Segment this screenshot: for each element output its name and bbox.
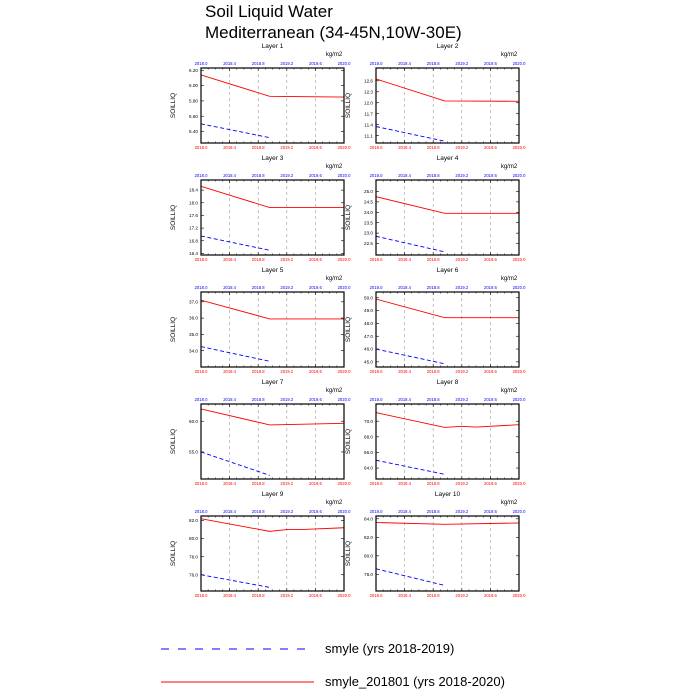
y-tick-label: 17.6 (189, 213, 198, 219)
x-tick-label-top: 2019.2 (455, 509, 469, 514)
units-label: kg/m2 (500, 52, 518, 58)
x-tick-label-top: 2018.0 (194, 397, 208, 402)
x-tick-label-bottom: 2018.0 (194, 257, 208, 262)
y-tick-label: 24.0 (364, 209, 373, 215)
x-tick-label-bottom: 2020.0 (512, 257, 526, 262)
x-tick-label-top: 2019.6 (483, 509, 497, 514)
units-label: kg/m2 (500, 164, 518, 170)
x-tick-label-bottom: 2019.2 (455, 257, 469, 262)
x-tick-label-bottom: 2019.2 (280, 481, 294, 486)
x-tick-label-bottom: 2018.4 (223, 369, 237, 374)
x-tick-label-bottom: 2018.4 (223, 481, 237, 486)
x-tick-label-top: 2020.0 (512, 285, 526, 290)
y-tick-label: 50.0 (364, 295, 373, 301)
y-tick-label: 22.5 (364, 241, 373, 247)
x-tick-label-bottom: 2018.8 (426, 593, 440, 598)
x-tick-label-bottom: 2019.6 (483, 593, 497, 598)
x-tick-label-top: 2020.0 (512, 509, 526, 514)
y-tick-label: 23.0 (364, 230, 373, 236)
y-tick-label: 68.0 (364, 434, 373, 440)
panel-title: Layer 4 (436, 155, 459, 162)
x-tick-label-top: 2020.0 (512, 61, 526, 66)
x-tick-label-bottom: 2019.6 (308, 257, 322, 262)
x-tick-label-top: 2019.2 (280, 285, 294, 290)
y-tick-label: 11.4 (364, 122, 373, 128)
x-tick-label-bottom: 2018.0 (369, 481, 383, 486)
x-tick-label-top: 2019.2 (455, 173, 469, 178)
y-tick-label: 37.0 (189, 299, 198, 305)
x-tick-label-bottom: 2019.2 (455, 369, 469, 374)
x-tick-label-bottom: 2018.0 (369, 593, 383, 598)
x-tick-label-bottom: 2018.0 (194, 369, 208, 374)
x-tick-label-bottom: 2018.0 (369, 145, 383, 150)
x-tick-label-bottom: 2020.0 (337, 257, 351, 262)
panel-title: Layer 3 (261, 155, 284, 162)
y-tick-label: 23.5 (364, 220, 373, 226)
y-axis-label: SOILLIQ (345, 204, 352, 231)
x-tick-label-bottom: 2019.6 (308, 593, 322, 598)
y-tick-label: 18.0 (189, 200, 198, 206)
x-tick-label-bottom: 2018.0 (369, 369, 383, 374)
y-tick-label: 82.0 (189, 518, 198, 524)
y-tick-label: 17.2 (189, 225, 198, 231)
x-tick-label-top: 2020.0 (337, 173, 351, 178)
x-tick-label-top: 2018.8 (426, 285, 440, 290)
y-tick-label: 60.0 (189, 418, 198, 424)
y-axis-label: SOILLIQ (170, 92, 177, 119)
x-tick-label-top: 2018.0 (194, 509, 208, 514)
y-axis-label: SOILLIQ (345, 316, 352, 343)
y-tick-label: 25.0 (364, 189, 373, 195)
x-tick-label-top: 2018.8 (426, 509, 440, 514)
y-tick-label: 84.0 (364, 516, 373, 522)
units-label: kg/m2 (325, 388, 343, 394)
y-tick-label: 76.0 (189, 572, 198, 578)
x-tick-label-top: 2018.4 (223, 285, 237, 290)
x-tick-label-top: 2019.2 (280, 61, 294, 66)
x-tick-label-top: 2020.0 (512, 397, 526, 402)
x-tick-label-top: 2018.0 (194, 173, 208, 178)
x-tick-label-bottom: 2018.8 (251, 369, 265, 374)
y-tick-label: 18.4 (189, 187, 198, 193)
x-tick-label-top: 2018.0 (369, 61, 383, 66)
x-tick-label-top: 2020.0 (337, 509, 351, 514)
x-tick-label-top: 2018.4 (223, 509, 237, 514)
panel-title: Layer 7 (261, 379, 284, 386)
x-tick-label-bottom: 2020.0 (337, 593, 351, 598)
x-tick-label-top: 2019.6 (483, 61, 497, 66)
legend-label-2: smyle_201801 (yrs 2018-2020) (325, 674, 505, 689)
x-tick-label-top: 2018.4 (398, 61, 412, 66)
x-tick-label-top: 2019.6 (483, 397, 497, 402)
y-tick-label: 45.0 (364, 359, 373, 365)
x-tick-label-bottom: 2018.4 (398, 257, 412, 262)
y-axis-label: SOILLIQ (345, 540, 352, 567)
y-tick-label: 34.0 (189, 348, 198, 354)
figure-title: Soil Liquid Water (205, 2, 333, 21)
y-tick-label: 36.0 (189, 315, 198, 321)
x-tick-label-bottom: 2019.2 (280, 145, 294, 150)
x-tick-label-bottom: 2020.0 (337, 369, 351, 374)
x-tick-label-bottom: 2019.6 (308, 145, 322, 150)
x-tick-label-top: 2018.8 (251, 173, 265, 178)
units-label: kg/m2 (500, 388, 518, 394)
x-tick-label-top: 2018.0 (369, 285, 383, 290)
x-tick-label-bottom: 2018.4 (223, 145, 237, 150)
x-tick-label-top: 2019.6 (308, 173, 322, 178)
y-tick-label: 24.5 (364, 199, 373, 205)
units-label: kg/m2 (500, 276, 518, 282)
y-tick-label: 48.0 (364, 321, 373, 327)
y-tick-label: 6.20 (189, 67, 198, 73)
x-tick-label-bottom: 2020.0 (512, 481, 526, 486)
y-axis-label: SOILLIQ (170, 204, 177, 231)
y-tick-label: 47.0 (364, 333, 373, 339)
x-tick-label-bottom: 2018.0 (194, 593, 208, 598)
x-tick-label-bottom: 2019.6 (483, 257, 497, 262)
x-tick-label-bottom: 2019.6 (483, 369, 497, 374)
x-tick-label-top: 2018.0 (369, 173, 383, 178)
y-tick-label: 55.0 (189, 449, 198, 455)
legend-label-1: smyle (yrs 2018-2019) (325, 641, 455, 656)
x-tick-label-top: 2018.8 (426, 173, 440, 178)
x-tick-label-top: 2018.8 (251, 397, 265, 402)
x-tick-label-top: 2018.4 (398, 509, 412, 514)
y-axis-label: SOILLIQ (170, 540, 177, 567)
x-tick-label-top: 2018.4 (223, 173, 237, 178)
y-tick-label: 64.0 (364, 465, 373, 471)
y-tick-label: 12.0 (364, 100, 373, 106)
x-tick-label-bottom: 2020.0 (512, 369, 526, 374)
panel-title: Layer 10 (434, 491, 461, 498)
x-tick-label-top: 2018.8 (251, 509, 265, 514)
x-tick-label-bottom: 2019.2 (280, 257, 294, 262)
x-tick-label-bottom: 2018.0 (194, 481, 208, 486)
x-tick-label-bottom: 2018.8 (426, 145, 440, 150)
y-tick-label: 80.0 (189, 536, 198, 542)
x-tick-label-top: 2019.2 (455, 285, 469, 290)
x-tick-label-bottom: 2019.2 (455, 145, 469, 150)
x-tick-label-top: 2018.4 (398, 285, 412, 290)
y-tick-label: 46.0 (364, 346, 373, 352)
x-tick-label-top: 2019.6 (308, 285, 322, 290)
x-tick-label-top: 2019.2 (280, 509, 294, 514)
x-tick-label-top: 2020.0 (337, 61, 351, 66)
units-label: kg/m2 (500, 500, 518, 506)
panel-title: Layer 5 (261, 267, 284, 274)
x-tick-label-bottom: 2018.4 (398, 593, 412, 598)
x-tick-label-top: 2018.4 (398, 397, 412, 402)
x-tick-label-bottom: 2019.6 (308, 369, 322, 374)
x-tick-label-bottom: 2018.0 (369, 257, 383, 262)
x-tick-label-bottom: 2019.6 (483, 145, 497, 150)
y-tick-label: 5.40 (189, 129, 198, 135)
x-tick-label-bottom: 2018.4 (223, 257, 237, 262)
x-tick-label-top: 2018.8 (426, 397, 440, 402)
x-tick-label-bottom: 2018.4 (223, 593, 237, 598)
panel-title: Layer 6 (436, 267, 459, 274)
x-tick-label-top: 2020.0 (512, 173, 526, 178)
y-tick-label: 49.0 (364, 308, 373, 314)
y-tick-label: 80.0 (364, 553, 373, 559)
x-tick-label-bottom: 2018.8 (426, 257, 440, 262)
x-tick-label-top: 2019.2 (455, 397, 469, 402)
x-tick-label-bottom: 2020.0 (512, 145, 526, 150)
x-tick-label-bottom: 2019.2 (455, 593, 469, 598)
x-tick-label-bottom: 2018.8 (251, 257, 265, 262)
x-tick-label-bottom: 2018.4 (398, 145, 412, 150)
x-tick-label-bottom: 2018.8 (426, 481, 440, 486)
panel-title: Layer 2 (436, 43, 459, 50)
x-tick-label-bottom: 2020.0 (512, 593, 526, 598)
x-tick-label-top: 2018.8 (251, 61, 265, 66)
x-tick-label-bottom: 2018.8 (251, 481, 265, 486)
y-axis-label: SOILLIQ (345, 92, 352, 119)
x-tick-label-top: 2018.0 (194, 61, 208, 66)
x-tick-label-bottom: 2018.8 (251, 145, 265, 150)
y-tick-label: 11.7 (364, 111, 373, 117)
panel-title: Layer 8 (436, 379, 459, 386)
y-tick-label: 16.8 (189, 238, 198, 244)
x-tick-label-bottom: 2018.4 (398, 481, 412, 486)
x-tick-label-bottom: 2018.8 (426, 369, 440, 374)
x-tick-label-bottom: 2019.2 (280, 593, 294, 598)
x-tick-label-top: 2018.8 (426, 61, 440, 66)
x-tick-label-top: 2019.6 (483, 285, 497, 290)
panel-title: Layer 9 (261, 491, 284, 498)
x-tick-label-top: 2018.4 (398, 173, 412, 178)
panel-title: Layer 1 (261, 43, 284, 50)
y-axis-label: SOILLIQ (345, 428, 352, 455)
y-tick-label: 66.0 (364, 450, 373, 456)
x-tick-label-top: 2019.6 (308, 397, 322, 402)
y-axis-label: SOILLIQ (170, 428, 177, 455)
units-label: kg/m2 (325, 500, 343, 506)
x-tick-label-top: 2018.0 (369, 397, 383, 402)
x-tick-label-top: 2018.4 (223, 61, 237, 66)
units-label: kg/m2 (325, 276, 343, 282)
units-label: kg/m2 (325, 52, 343, 58)
x-tick-label-top: 2020.0 (337, 285, 351, 290)
x-tick-label-top: 2019.2 (455, 61, 469, 66)
y-tick-label: 12.6 (364, 78, 373, 84)
y-tick-label: 78.0 (364, 571, 373, 577)
y-tick-label: 78.0 (189, 554, 198, 560)
x-tick-label-bottom: 2018.8 (251, 593, 265, 598)
x-tick-label-top: 2019.6 (483, 173, 497, 178)
y-tick-label: 5.80 (189, 98, 198, 104)
x-tick-label-bottom: 2019.6 (483, 481, 497, 486)
y-tick-label: 35.0 (189, 331, 198, 337)
x-tick-label-top: 2019.2 (280, 397, 294, 402)
x-tick-label-top: 2019.6 (308, 509, 322, 514)
x-tick-label-bottom: 2019.2 (280, 369, 294, 374)
x-tick-label-top: 2018.0 (194, 285, 208, 290)
x-tick-label-bottom: 2018.4 (398, 369, 412, 374)
x-tick-label-top: 2019.6 (308, 61, 322, 66)
x-tick-label-top: 2018.8 (251, 285, 265, 290)
figure-subtitle: Mediterranean (34-45N,10W-30E) (205, 23, 462, 42)
y-tick-label: 70.0 (364, 418, 373, 424)
x-tick-label-bottom: 2018.0 (194, 145, 208, 150)
x-tick-label-top: 2018.0 (369, 509, 383, 514)
y-tick-label: 12.3 (364, 89, 373, 95)
x-tick-label-bottom: 2020.0 (337, 481, 351, 486)
y-tick-label: 5.60 (189, 113, 198, 119)
x-tick-label-top: 2020.0 (337, 397, 351, 402)
units-label: kg/m2 (325, 164, 343, 170)
x-tick-label-top: 2019.2 (280, 173, 294, 178)
x-tick-label-bottom: 2020.0 (337, 145, 351, 150)
x-tick-label-top: 2018.4 (223, 397, 237, 402)
y-axis-label: SOILLIQ (170, 316, 177, 343)
x-tick-label-bottom: 2019.2 (455, 481, 469, 486)
y-tick-label: 82.0 (364, 534, 373, 540)
x-tick-label-bottom: 2019.6 (308, 481, 322, 486)
y-tick-label: 11.1 (364, 133, 373, 139)
y-tick-label: 6.00 (189, 83, 198, 89)
y-tick-label: 16.4 (189, 251, 198, 257)
